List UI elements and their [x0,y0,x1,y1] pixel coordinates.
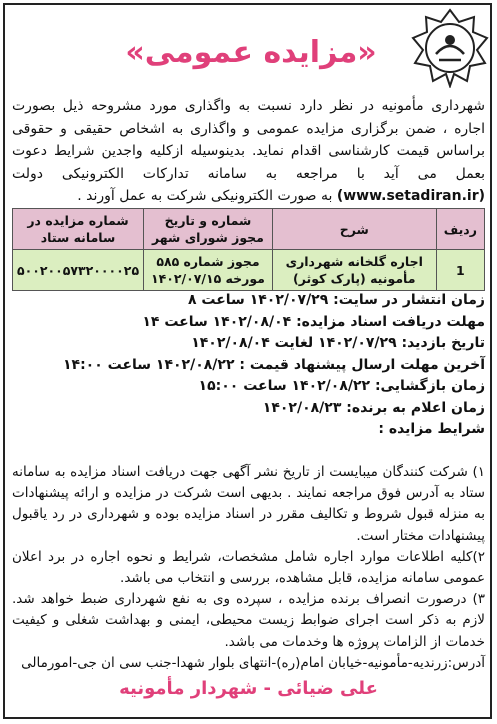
col-desc-header: شرح [272,209,436,250]
setad-url-link[interactable]: (www.setadiran.ir) [336,188,485,204]
notice-title: «مزایده عمومی» [125,35,377,70]
schedule-line: مهلت دریافت اسناد مزایده: ۱۴۰۲/۰۸/۰۴ ساعت ۱۴ [142,313,485,330]
address-text: آدرس:زرندیه-مأمونیه-خیابان امام(ره)-انتهای بلوار شهدا-جنب سی ان جی-امورمالی [21,654,485,671]
intro-paragraph [12,95,485,208]
intro-end-text: به صورت الکترونیکی شرکت به عمل آورند . [77,188,333,204]
condition-item: ۱) شرکت کنندگان میبایست از تاریخ نشر آگهی جهت دریافت اسناد مزایده به سامانه ستاد به آدرس فوق مراجعه نمایند . بدیهی است شرکت در مزایده و ارائه پیشنهادات به منزله قبول شروط و تکالیف مقرر در اسناد مزایده بوده و شهرداری در رد یاقبول پیشنهادات مختار است. [12,464,485,544]
row-number-cell: 1 [436,250,484,291]
schedule-line: تاریخ بازدید: ۱۴۰۲/۰۷/۲۹ لغایت ۱۴۰۲/۰۸/۰۴ [191,335,485,351]
col-permit-header: شماره و تاریخ مجوز شورای شهر [144,209,273,250]
intro-text: شهرداری مأمونیه در نظر دارد نسبت به واگذاری مورد مشروحه ذیل بصورت اجاره ، ضمن برگزاری مزایده عمومی و واگذاری به اشخاص حقیقی و حقوقی براساس قیمت کارشناسی اقدام نماید. بدینوسیله ازکلیه واجدین شرایط دعوت بعمل می آید با مراجعه به سامانه تدارکات الکترونیکی دولت [12,98,485,182]
conditions-section [12,462,485,674]
schedule-line: زمان انتشار در سایت: ۱۴۰۲/۰۷/۲۹ ساعت ۸ [187,292,485,308]
table-row [13,250,485,291]
table-header-row [13,209,485,250]
auction-items-table [12,208,485,291]
schedule-line: زمان اعلام به برنده: ۱۴۰۲/۰۸/۲۳ [262,399,485,416]
schedule-line: زمان بازگشایی: ۱۴۰۲/۰۸/۲۲ ساعت ۱۵:۰۰ [198,378,485,394]
col-row-header: ردیف [436,209,484,250]
municipality-seal-icon [411,8,489,88]
permit-cell: مجوز شماره ۵۸۵ مورخه ۱۴۰۲/۰۷/۱۵ [144,250,273,291]
condition-item: ۲)کلیه اطلاعات موارد اجاره شامل مشخصات، شرایط و نحوه اجاره در برد اعلان عمومی سامانه مزایده، قابل مشاهده، بررسی و انتخاب می باشد. [12,548,485,587]
signature: علی ضیائی - شهردار مأمونیه [119,678,378,699]
schedule-line: آخرین مهلت ارسال پیشنهاد قیمت : ۱۴۰۲/۰۸/۲۲ ساعت ۱۴:۰۰ [62,356,485,373]
schedule-list [12,290,485,441]
conditions-heading: شرایط مزایده : [378,421,485,437]
setad-number-cell: ۵۰۰۲۰۰۵۷۳۲۰۰۰۰۲۵ [13,250,144,291]
col-setad-header: شماره مزایده در سامانه ستاد [13,209,144,250]
description-cell: اجاره گلخانه شهرداری مأمونیه (پارک کوثر) [272,250,436,291]
condition-item: ۳) درصورت انصراف برنده مزایده ، سپرده وی به نفع شهرداری ضبط خواهد شد. لازم به ذکر است اجرای ضوابط زیست محیطی، ایمنی و بهداشت شغلی و کیفیت خدمات از الزامات پروژه ها وخدمات می باشد. [12,591,485,650]
